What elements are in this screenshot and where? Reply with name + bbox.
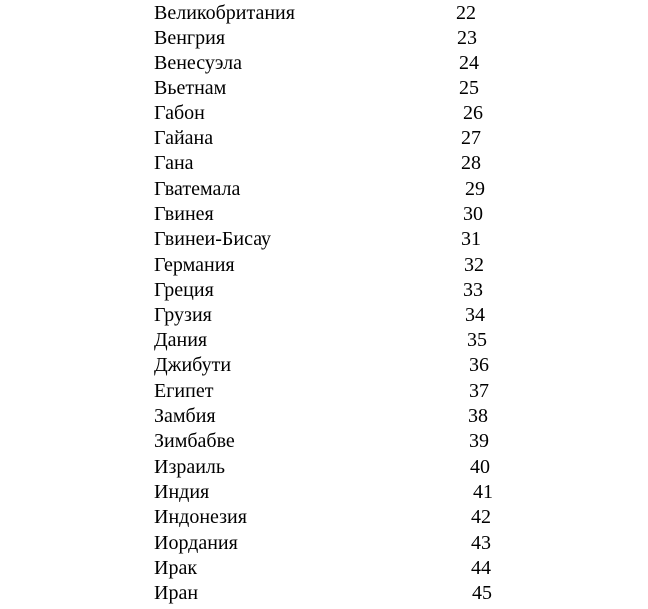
list-item [0, 429, 648, 453]
list-item [0, 76, 648, 100]
country-name: Грузия [154, 304, 212, 326]
country-name: Гватемала [154, 178, 241, 200]
list-item [0, 227, 648, 251]
country-name: Греция [154, 279, 214, 301]
list-item [0, 101, 648, 125]
page-number: 35 [467, 329, 487, 351]
country-name: Гайана [154, 127, 214, 149]
page-number: 34 [465, 304, 485, 326]
page-number: 45 [472, 582, 492, 604]
page-number: 22 [456, 2, 476, 24]
country-name: Германия [154, 254, 235, 276]
list-item [0, 328, 648, 352]
page-number: 25 [459, 77, 479, 99]
page-number: 31 [461, 228, 481, 250]
list-item [0, 51, 648, 75]
list-item [0, 253, 648, 277]
list-item [0, 151, 648, 175]
country-name: Зимбабве [154, 430, 235, 452]
page-number: 24 [459, 52, 479, 74]
country-name: Габон [154, 102, 205, 124]
page-number: 26 [463, 102, 483, 124]
country-name: Ирак [154, 557, 198, 579]
list-item [0, 1, 648, 25]
page-number: 36 [469, 354, 489, 376]
list-item [0, 581, 648, 605]
country-name: Индонезия [154, 506, 247, 528]
country-name: Гана [154, 152, 194, 174]
page-number: 42 [471, 506, 491, 528]
list-item [0, 379, 648, 403]
list-item [0, 505, 648, 529]
page-number: 39 [469, 430, 489, 452]
country-name: Гвинеи-Бисау [154, 228, 272, 250]
list-item [0, 480, 648, 504]
country-name: Венесуэла [154, 52, 242, 74]
list-item [0, 455, 648, 479]
country-name: Венгрия [154, 27, 226, 49]
country-name: Великобритания [154, 2, 295, 24]
page-number: 43 [471, 532, 491, 554]
country-name: Египет [154, 380, 214, 402]
page-number: 37 [469, 380, 489, 402]
page-number: 23 [457, 27, 477, 49]
list-item [0, 278, 648, 302]
list-item [0, 556, 648, 580]
list-item [0, 202, 648, 226]
list-item [0, 404, 648, 428]
country-name: Дания [154, 329, 208, 351]
list-item [0, 126, 648, 150]
country-name: Джибути [154, 354, 232, 376]
page-number: 30 [463, 203, 483, 225]
country-name: Иран [154, 582, 199, 604]
page-number: 28 [461, 152, 481, 174]
page-number: 27 [461, 127, 481, 149]
list-item [0, 353, 648, 377]
page-number: 40 [470, 456, 490, 478]
country-name: Замбия [154, 405, 216, 427]
page-number: 41 [473, 481, 493, 503]
country-name: Израиль [154, 456, 226, 478]
page-number: 32 [464, 254, 484, 276]
list-item [0, 531, 648, 555]
country-name: Иордания [154, 532, 238, 554]
country-name: Вьетнам [154, 77, 227, 99]
page-number: 33 [463, 279, 483, 301]
page-number: 38 [468, 405, 488, 427]
page-number: 29 [465, 178, 485, 200]
list-item [0, 303, 648, 327]
page-number: 44 [471, 557, 491, 579]
country-name: Индия [154, 481, 210, 503]
country-name: Гвинея [154, 203, 214, 225]
list-item [0, 177, 648, 201]
list-item [0, 26, 648, 50]
